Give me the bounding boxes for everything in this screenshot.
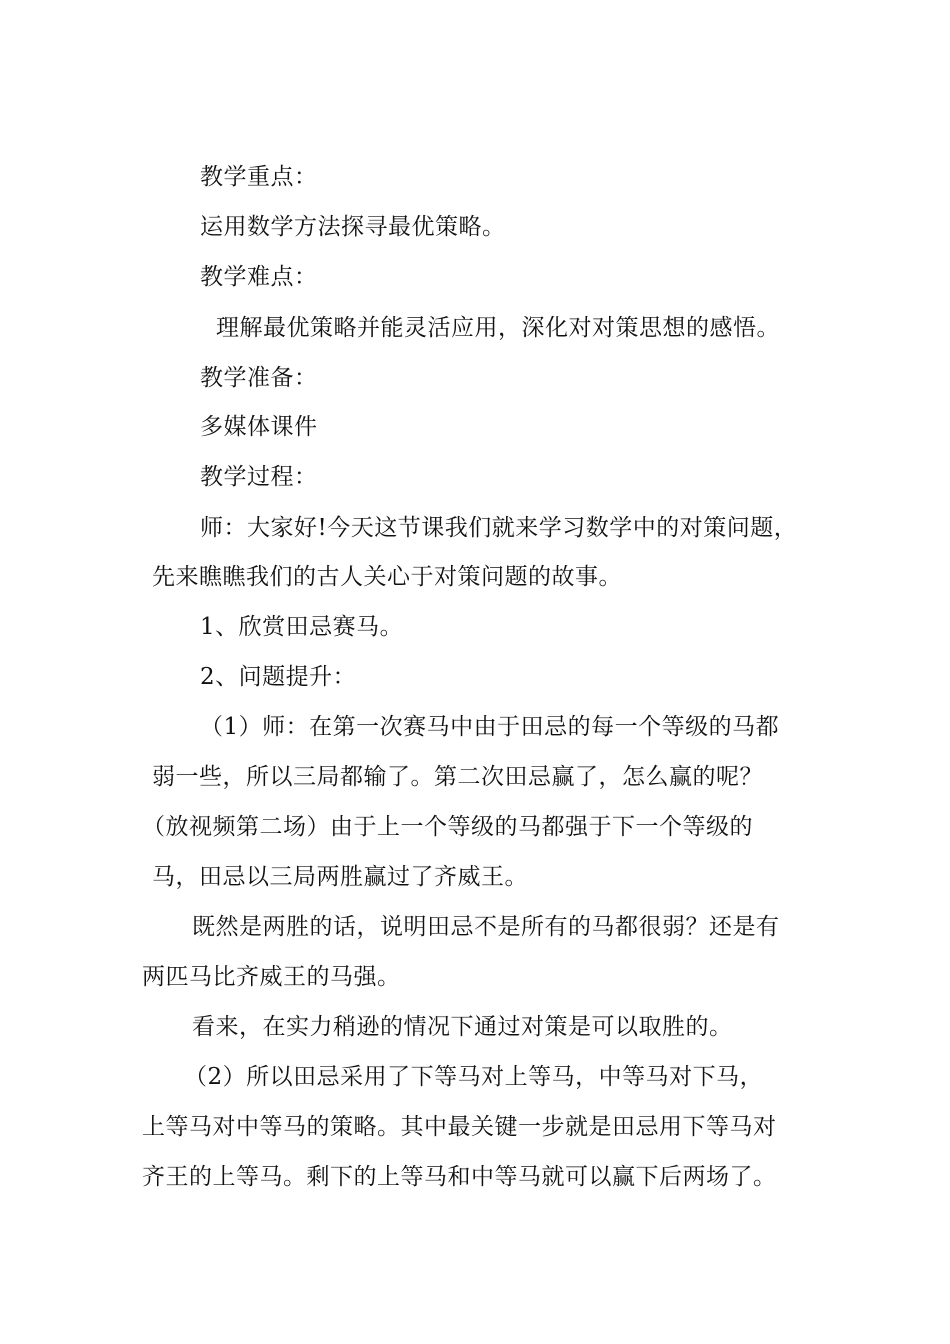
paragraph-line: 既然是两胜的话，说明田忌不是所有的马都很弱？还是有 [192,914,780,940]
paragraph-line: 先来瞧瞧我们的古人关心于对策问题的故事。 [152,564,622,590]
paragraph-line: 齐王的上等马。剩下的上等马和中等马就可以赢下后两场了。 [142,1164,777,1190]
heading-teaching-process: 教学过程： [200,464,318,490]
paragraph-line: 马，田忌以三局两胜赢过了齐威王。 [152,864,528,890]
paragraph-line: （1）师：在第一次赛马中由于田忌的每一个等级的马都 [200,714,780,740]
paragraph-line: 多媒体课件 [200,414,318,440]
heading-teaching-focus: 教学重点： [200,164,318,190]
paragraph-line: 运用数学方法探寻最优策略。 [200,214,506,240]
heading-teaching-preparation: 教学准备： [200,365,318,391]
heading-teaching-difficulty: 教学难点： [200,264,318,290]
paragraph-line: 弱一些，所以三局都输了。第二次田忌赢了，怎么赢的呢？ [152,764,763,790]
paragraph-line: 理解最优策略并能灵活应用，深化对对策思想的感悟。 [216,315,780,341]
paragraph-line: 师：大家好!今天这节课我们就来学习数学中的对策问题， [200,515,798,541]
list-item: 1、欣赏田忌赛马。 [200,614,404,640]
list-item: 2、问题提升： [200,664,357,690]
paragraph-line: 看来，在实力稍逊的情况下通过对策是可以取胜的。 [192,1014,733,1040]
paragraph-line: （2）所以田忌采用了下等马对上等马，中等马对下马， [184,1064,764,1090]
paragraph-line: 两匹马比齐威王的马强。 [142,964,401,990]
paragraph-line: 上等马对中等马的策略。其中最关键一步就是田忌用下等马对 [142,1114,777,1140]
paragraph-line: （放视频第二场）由于上一个等级的马都强于下一个等级的 [142,814,753,840]
